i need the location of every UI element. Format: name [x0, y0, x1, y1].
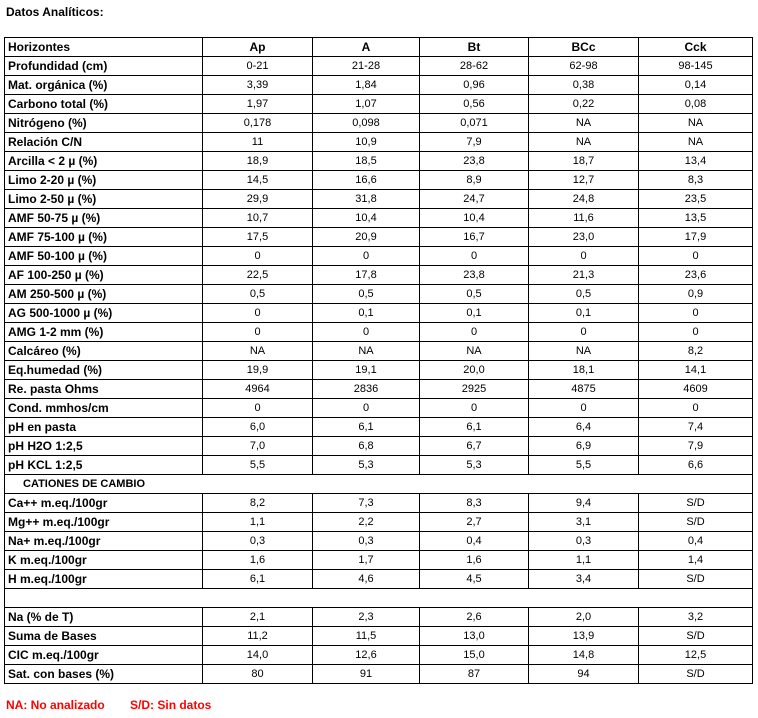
table-cell: 0 [203, 304, 313, 323]
row-label: Mat. orgánica (%) [5, 76, 203, 95]
table-cell: 0 [639, 399, 753, 418]
table-cell: 0,08 [639, 95, 753, 114]
table-cell: 14,0 [203, 646, 313, 665]
table-cell: 4964 [203, 380, 313, 399]
page-title: Datos Analíticos: [6, 5, 104, 19]
table-cell: 28-62 [420, 57, 529, 76]
table-cell: 18,1 [529, 361, 639, 380]
table-cell: 21-28 [313, 57, 420, 76]
table-row [5, 665, 753, 684]
table-cell: 0 [420, 323, 529, 342]
row-label: Ca++ m.eq./100gr [5, 494, 203, 513]
table-cell: 0 [313, 323, 420, 342]
table-cell: 0,098 [313, 114, 420, 133]
table-cell: 0 [420, 399, 529, 418]
table-cell: 2,3 [313, 608, 420, 627]
table-cell: 7,0 [203, 437, 313, 456]
row-label: Re. pasta Ohms [5, 380, 203, 399]
table-cell: NA [203, 342, 313, 361]
table-cell: 1,84 [313, 76, 420, 95]
row-label: Sat. con bases (%) [5, 665, 203, 684]
table-cell: 3,4 [529, 570, 639, 589]
table-row [5, 304, 753, 323]
table-cell: 0 [203, 323, 313, 342]
row-label: Suma de Bases [5, 627, 203, 646]
table-cell: 14,5 [203, 171, 313, 190]
table-cell: 10,4 [420, 209, 529, 228]
table-row [5, 551, 753, 570]
row-label: Cond. mmhos/cm [5, 399, 203, 418]
row-label: AMF 75-100 µ (%) [5, 228, 203, 247]
table-cell: S/D [639, 570, 753, 589]
table-cell: 15,0 [420, 646, 529, 665]
table-cell: 6,0 [203, 418, 313, 437]
table-cell: 19,1 [313, 361, 420, 380]
table-cell: 0,071 [420, 114, 529, 133]
table-cell: 1,6 [420, 551, 529, 570]
table-cell: NA [529, 133, 639, 152]
table-row [5, 418, 753, 437]
table-row [5, 437, 753, 456]
table-cell: 23,5 [639, 190, 753, 209]
table-cell: 12,6 [313, 646, 420, 665]
table-cell: 5,3 [420, 456, 529, 475]
table-cell: 23,6 [639, 266, 753, 285]
table-row [5, 266, 753, 285]
table-cell: 8,3 [639, 171, 753, 190]
table-cell: 23,8 [420, 266, 529, 285]
table-cell: 0,9 [639, 285, 753, 304]
table-row [5, 95, 753, 114]
table-cell: 2925 [420, 380, 529, 399]
table-cell: 0,56 [420, 95, 529, 114]
row-label: K m.eq./100gr [5, 551, 203, 570]
row-label: Eq.humedad (%) [5, 361, 203, 380]
row-label: AF 100-250 µ (%) [5, 266, 203, 285]
table-cell: 2,0 [529, 608, 639, 627]
table-row [5, 323, 753, 342]
table-row [5, 285, 753, 304]
table-row [5, 361, 753, 380]
table-cell: 1,07 [313, 95, 420, 114]
row-label: pH KCL 1:2,5 [5, 456, 203, 475]
table-cell: 11,6 [529, 209, 639, 228]
table-cell: 19,9 [203, 361, 313, 380]
table-cell: 2,1 [203, 608, 313, 627]
table-cell: S/D [639, 627, 753, 646]
table-cell: 94 [529, 665, 639, 684]
table-cell: 0,1 [313, 304, 420, 323]
table-cell: 0,3 [313, 532, 420, 551]
table-cell: 11 [203, 133, 313, 152]
table-cell: S/D [639, 665, 753, 684]
row-label: Relación C/N [5, 133, 203, 152]
table-cell: 12,7 [529, 171, 639, 190]
table-cell: NA [639, 133, 753, 152]
column-header-ap: Ap [203, 38, 313, 57]
table-cell: 6,9 [529, 437, 639, 456]
table-cell: 0,38 [529, 76, 639, 95]
table-cell: 7,3 [313, 494, 420, 513]
table-header-row [5, 38, 753, 57]
table-cell: 2,6 [420, 608, 529, 627]
table-cell: 7,4 [639, 418, 753, 437]
table-cell: 3,39 [203, 76, 313, 95]
row-label: AMF 50-100 µ (%) [5, 247, 203, 266]
row-label: Profundidad (cm) [5, 57, 203, 76]
table-cell: 8,9 [420, 171, 529, 190]
table-cell: 29,9 [203, 190, 313, 209]
row-label: Limo 2-50 µ (%) [5, 190, 203, 209]
table-cell: 0,4 [420, 532, 529, 551]
table-cell: 6,1 [313, 418, 420, 437]
table-cell: NA [529, 342, 639, 361]
table-cell: 3,1 [529, 513, 639, 532]
table-cell: 7,9 [639, 437, 753, 456]
table-cell: 10,4 [313, 209, 420, 228]
table-cell: 0,1 [420, 304, 529, 323]
table-row [5, 228, 753, 247]
table-cell: 31,8 [313, 190, 420, 209]
table-cell: 12,5 [639, 646, 753, 665]
table-cell: 0,5 [313, 285, 420, 304]
table-cell: 0 [313, 247, 420, 266]
row-label: Mg++ m.eq./100gr [5, 513, 203, 532]
table-row [5, 190, 753, 209]
row-label: Calcáreo (%) [5, 342, 203, 361]
table-row [5, 456, 753, 475]
table-cell: 1,1 [203, 513, 313, 532]
table-body [5, 57, 753, 684]
table-cell: NA [420, 342, 529, 361]
table-row [5, 342, 753, 361]
table-cell: 1,6 [203, 551, 313, 570]
spacer-row [5, 589, 753, 608]
table-cell: 0,178 [203, 114, 313, 133]
row-label: Limo 2-20 µ (%) [5, 171, 203, 190]
table-cell: 0,3 [529, 532, 639, 551]
table-cell: 14,1 [639, 361, 753, 380]
table-cell: 0,5 [529, 285, 639, 304]
table-cell: NA [313, 342, 420, 361]
table-cell: 0 [203, 399, 313, 418]
row-label: pH H2O 1:2,5 [5, 437, 203, 456]
table-cell: 80 [203, 665, 313, 684]
column-header-cck: Cck [639, 38, 753, 57]
table-cell: 23,0 [529, 228, 639, 247]
column-header-bcc: BCc [529, 38, 639, 57]
table-row [5, 399, 753, 418]
table-cell: 0,96 [420, 76, 529, 95]
table-row [5, 171, 753, 190]
table-cell: 8,2 [639, 342, 753, 361]
table-cell: 91 [313, 665, 420, 684]
table-cell: 11,5 [313, 627, 420, 646]
row-label: Na+ m.eq./100gr [5, 532, 203, 551]
table-cell: 87 [420, 665, 529, 684]
table-cell: 10,7 [203, 209, 313, 228]
table-cell: 17,8 [313, 266, 420, 285]
table-cell: 0 [529, 399, 639, 418]
column-header-a: A [313, 38, 420, 57]
table-row [5, 532, 753, 551]
table-cell: 0,22 [529, 95, 639, 114]
table-cell: 2836 [313, 380, 420, 399]
table-cell: 6,6 [639, 456, 753, 475]
table-cell: S/D [639, 494, 753, 513]
table-cell: 0,14 [639, 76, 753, 95]
table-cell: 6,4 [529, 418, 639, 437]
table-row [5, 627, 753, 646]
table-cell: 13,0 [420, 627, 529, 646]
table-cell: 0 [420, 247, 529, 266]
table-cell: 18,7 [529, 152, 639, 171]
legend [6, 697, 233, 713]
table-cell: 14,8 [529, 646, 639, 665]
table-row [5, 57, 753, 76]
table-cell: 11,2 [203, 627, 313, 646]
table-row [5, 608, 753, 627]
table-cell: 98-145 [639, 57, 753, 76]
row-label: pH en pasta [5, 418, 203, 437]
table-cell: 6,1 [203, 570, 313, 589]
table-cell: 5,5 [203, 456, 313, 475]
row-label: Carbono total (%) [5, 95, 203, 114]
column-header-bt: Bt [420, 38, 529, 57]
table-cell: 1,1 [529, 551, 639, 570]
table-cell: 3,2 [639, 608, 753, 627]
table-cell: 17,5 [203, 228, 313, 247]
table-row [5, 380, 753, 399]
table-row [5, 114, 753, 133]
table-cell: NA [529, 114, 639, 133]
row-label: AMG 1-2 mm (%) [5, 323, 203, 342]
section-title: CATIONES DE CAMBIO [5, 475, 753, 494]
row-label: Arcilla < 2 µ (%) [5, 152, 203, 171]
table-cell: 10,9 [313, 133, 420, 152]
table-cell: 6,7 [420, 437, 529, 456]
table-row [5, 76, 753, 95]
row-label: AMF 50-75 µ (%) [5, 209, 203, 228]
table-cell: 16,6 [313, 171, 420, 190]
table-cell: 62-98 [529, 57, 639, 76]
table-row [5, 152, 753, 171]
row-label: Nitrógeno (%) [5, 114, 203, 133]
table-cell: 8,2 [203, 494, 313, 513]
table-cell: NA [639, 114, 753, 133]
table-cell: 0 [639, 247, 753, 266]
legend-na: NA: No analizado [6, 698, 105, 712]
table-cell: 24,7 [420, 190, 529, 209]
table-cell: 0,4 [639, 532, 753, 551]
legend-sd: S/D: Sin datos [130, 698, 212, 712]
row-label: Na (% de T) [5, 608, 203, 627]
row-label: CIC m.eq./100gr [5, 646, 203, 665]
table-cell: 6,1 [420, 418, 529, 437]
table-cell: 0 [529, 323, 639, 342]
row-label: H m.eq./100gr [5, 570, 203, 589]
table-cell: 13,4 [639, 152, 753, 171]
table-cell: 18,5 [313, 152, 420, 171]
table-cell: 7,9 [420, 133, 529, 152]
table-cell: 5,5 [529, 456, 639, 475]
table-cell: 4,5 [420, 570, 529, 589]
table-cell: 13,5 [639, 209, 753, 228]
table-cell: 4609 [639, 380, 753, 399]
table-cell: 16,7 [420, 228, 529, 247]
table-row [5, 133, 753, 152]
spacer-cell [5, 589, 753, 608]
table-cell: 0-21 [203, 57, 313, 76]
table-cell: 21,3 [529, 266, 639, 285]
table-cell: 1,97 [203, 95, 313, 114]
soil-analysis-table [4, 37, 753, 684]
table-cell: 6,8 [313, 437, 420, 456]
table-cell: S/D [639, 513, 753, 532]
table-cell: 8,3 [420, 494, 529, 513]
table-cell: 0 [313, 399, 420, 418]
table-cell: 2,2 [313, 513, 420, 532]
table-row [5, 247, 753, 266]
table-cell: 17,9 [639, 228, 753, 247]
table-cell: 0,1 [529, 304, 639, 323]
table-cell: 20,9 [313, 228, 420, 247]
table-cell: 24,8 [529, 190, 639, 209]
table-cell: 13,9 [529, 627, 639, 646]
column-header-horizontes: Horizontes [5, 38, 203, 57]
section-row [5, 475, 753, 494]
table-cell: 23,8 [420, 152, 529, 171]
table-row [5, 494, 753, 513]
table-cell: 20,0 [420, 361, 529, 380]
table-cell: 2,7 [420, 513, 529, 532]
row-label: AM 250-500 µ (%) [5, 285, 203, 304]
table-cell: 0,3 [203, 532, 313, 551]
table-cell: 9,4 [529, 494, 639, 513]
table-row [5, 513, 753, 532]
table-cell: 0 [203, 247, 313, 266]
table-cell: 4875 [529, 380, 639, 399]
table-cell: 0,5 [420, 285, 529, 304]
table-cell: 18,9 [203, 152, 313, 171]
table-cell: 0 [639, 304, 753, 323]
table-cell: 4,6 [313, 570, 420, 589]
table-row [5, 209, 753, 228]
table-cell: 0 [529, 247, 639, 266]
table-row [5, 646, 753, 665]
row-label: AG 500-1000 µ (%) [5, 304, 203, 323]
table-cell: 22,5 [203, 266, 313, 285]
table-cell: 0,5 [203, 285, 313, 304]
table-cell: 1,7 [313, 551, 420, 570]
table-cell: 1,4 [639, 551, 753, 570]
table-cell: 5,3 [313, 456, 420, 475]
table-row [5, 570, 753, 589]
table-cell: 0 [639, 323, 753, 342]
